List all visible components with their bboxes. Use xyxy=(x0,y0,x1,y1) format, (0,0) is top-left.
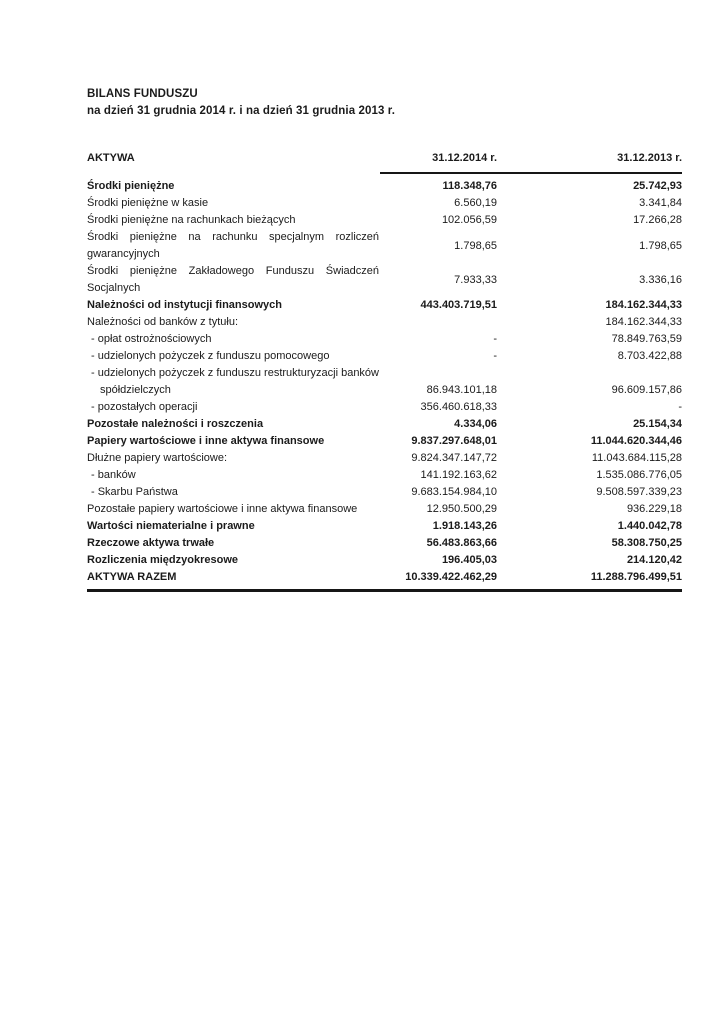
table-row total-row xyxy=(87,569,682,586)
row-label: Należności od instytucji finansowych xyxy=(87,299,282,311)
row-label: Środki pieniężne xyxy=(87,180,175,192)
value-2014: - xyxy=(493,350,497,362)
value-2014: 196.405,03 xyxy=(441,554,497,566)
value-2013: 3.336,16 xyxy=(639,273,682,286)
row-label: Środki pieniężne w kasie xyxy=(87,197,209,209)
row-label: Dłużne papiery wartościowe: xyxy=(87,452,228,464)
value-2013: 11.288.796.499,51 xyxy=(590,571,682,583)
value-2014: 118.348,76 xyxy=(442,180,497,192)
value-2014: 141.192.163,62 xyxy=(420,469,497,481)
table-row xyxy=(87,518,682,535)
balance-table xyxy=(87,178,682,586)
table-row xyxy=(87,365,682,399)
value-2013: 8.703.422,88 xyxy=(617,350,682,362)
document-title: BILANS FUNDUSZU xyxy=(87,88,198,100)
value-2014: 86.943.101,18 xyxy=(426,384,497,396)
value-2014: 356.460.618,33 xyxy=(420,401,497,413)
table-row xyxy=(87,212,682,229)
table-row xyxy=(87,416,682,433)
table-row xyxy=(87,552,682,569)
value-2013: 25.742,93 xyxy=(633,180,682,192)
value-2014: 7.933,33 xyxy=(454,273,497,286)
value-2013: 11.043.684.115,28 xyxy=(591,452,682,464)
table-header-row xyxy=(87,150,682,167)
column-header-2013: 31.12.2013 r. xyxy=(617,152,682,164)
value-2014: 102.056,59 xyxy=(441,214,497,226)
table-row xyxy=(87,399,682,416)
value-2014: 443.403.719,51 xyxy=(420,299,497,311)
row-label: Należności od banków z tytułu: xyxy=(87,316,239,328)
column-header-2014: 31.12.2014 r. xyxy=(432,152,497,164)
value-2014: 9.837.297.648,01 xyxy=(411,435,497,447)
row-label: Papiery wartościowe i inne aktywa finansowe xyxy=(87,435,325,447)
row-label: Pozostałe należności i roszczenia xyxy=(87,418,264,430)
value-2013: 17.266,28 xyxy=(633,214,682,226)
header-rule xyxy=(380,172,682,174)
row-label: Środki pieniężne Zakładowego Funduszu Świadczeń Socjalnych xyxy=(87,265,379,294)
value-2014: 1.798,65 xyxy=(454,239,497,252)
value-2013: 184.162.344,33 xyxy=(605,299,682,311)
table-row xyxy=(87,229,682,263)
table-row xyxy=(87,314,682,331)
value-2013: 1.535.086.776,05 xyxy=(596,469,682,481)
value-2013: 9.508.597.339,23 xyxy=(596,486,682,498)
table-row xyxy=(87,195,682,212)
row-label: - banków xyxy=(91,469,136,481)
value-2014: 9.683.154.984,10 xyxy=(411,486,497,498)
row-label: Środki pieniężne na rachunku specjalnym rozliczeń gwarancyjnych xyxy=(87,231,379,260)
value-2013: 1.798,65 xyxy=(639,239,682,252)
row-label: - Skarbu Państwa xyxy=(91,486,178,498)
table-row xyxy=(87,501,682,518)
row-label: Pozostałe papiery wartościowe i inne aktywa finansowe xyxy=(87,503,358,515)
row-label: Wartości niematerialne i prawne xyxy=(87,520,255,532)
total-rule xyxy=(87,589,682,592)
row-label: AKTYWA RAZEM xyxy=(87,571,177,583)
table-row xyxy=(87,178,682,195)
value-2014: 1.918.143,26 xyxy=(432,520,497,532)
table-row xyxy=(87,467,682,484)
column-header-aktywa: AKTYWA xyxy=(87,152,135,164)
value-2013: 78.849.763,59 xyxy=(611,333,682,345)
table-row xyxy=(87,450,682,467)
value-2013: 58.308.750,25 xyxy=(611,537,682,549)
value-2013: - xyxy=(678,401,682,413)
table-row xyxy=(87,331,682,348)
row-label: Rzeczowe aktywa trwałe xyxy=(87,537,215,549)
value-2013: 1.440.042,78 xyxy=(617,520,682,532)
value-2014: 56.483.863,66 xyxy=(426,537,497,549)
value-2013: 3.341,84 xyxy=(639,197,682,209)
value-2013: 96.609.157,86 xyxy=(611,384,682,396)
table-row xyxy=(87,433,682,450)
row-label: Rozliczenia międzyokresowe xyxy=(87,554,238,566)
table-row xyxy=(87,263,682,297)
table-row xyxy=(87,297,682,314)
table-row xyxy=(87,484,682,501)
document-subtitle: na dzień 31 grudnia 2014 r. i na dzień 31 grudnia 2013 r. xyxy=(87,105,396,117)
value-2014: 12.950.500,29 xyxy=(426,503,497,515)
value-2014: 4.334,06 xyxy=(454,418,497,430)
row-label: - pozostałych operacji xyxy=(91,401,198,413)
table-row xyxy=(87,348,682,365)
value-2014: 10.339.422.462,29 xyxy=(405,571,497,583)
value-2013: 214.120,42 xyxy=(626,554,682,566)
row-label: - udzielonych pożyczek z funduszu restrukturyzacji banków spółdzielczych xyxy=(91,367,379,396)
value-2013: 184.162.344,33 xyxy=(605,316,682,328)
row-label: - opłat ostrożnościowych xyxy=(91,333,212,345)
value-2013: 25.154,34 xyxy=(633,418,682,430)
table-row xyxy=(87,535,682,552)
value-2014: - xyxy=(493,333,497,345)
value-2014: 6.560,19 xyxy=(454,197,497,209)
balance-sheet xyxy=(87,86,682,592)
row-label: Środki pieniężne na rachunkach bieżących xyxy=(87,214,296,226)
value-2013: 936.229,18 xyxy=(626,503,682,515)
row-label: - udzielonych pożyczek z funduszu pomocowego xyxy=(91,350,330,362)
value-2013: 11.044.620.344,46 xyxy=(590,435,682,447)
value-2014: 9.824.347.147,72 xyxy=(411,452,497,464)
